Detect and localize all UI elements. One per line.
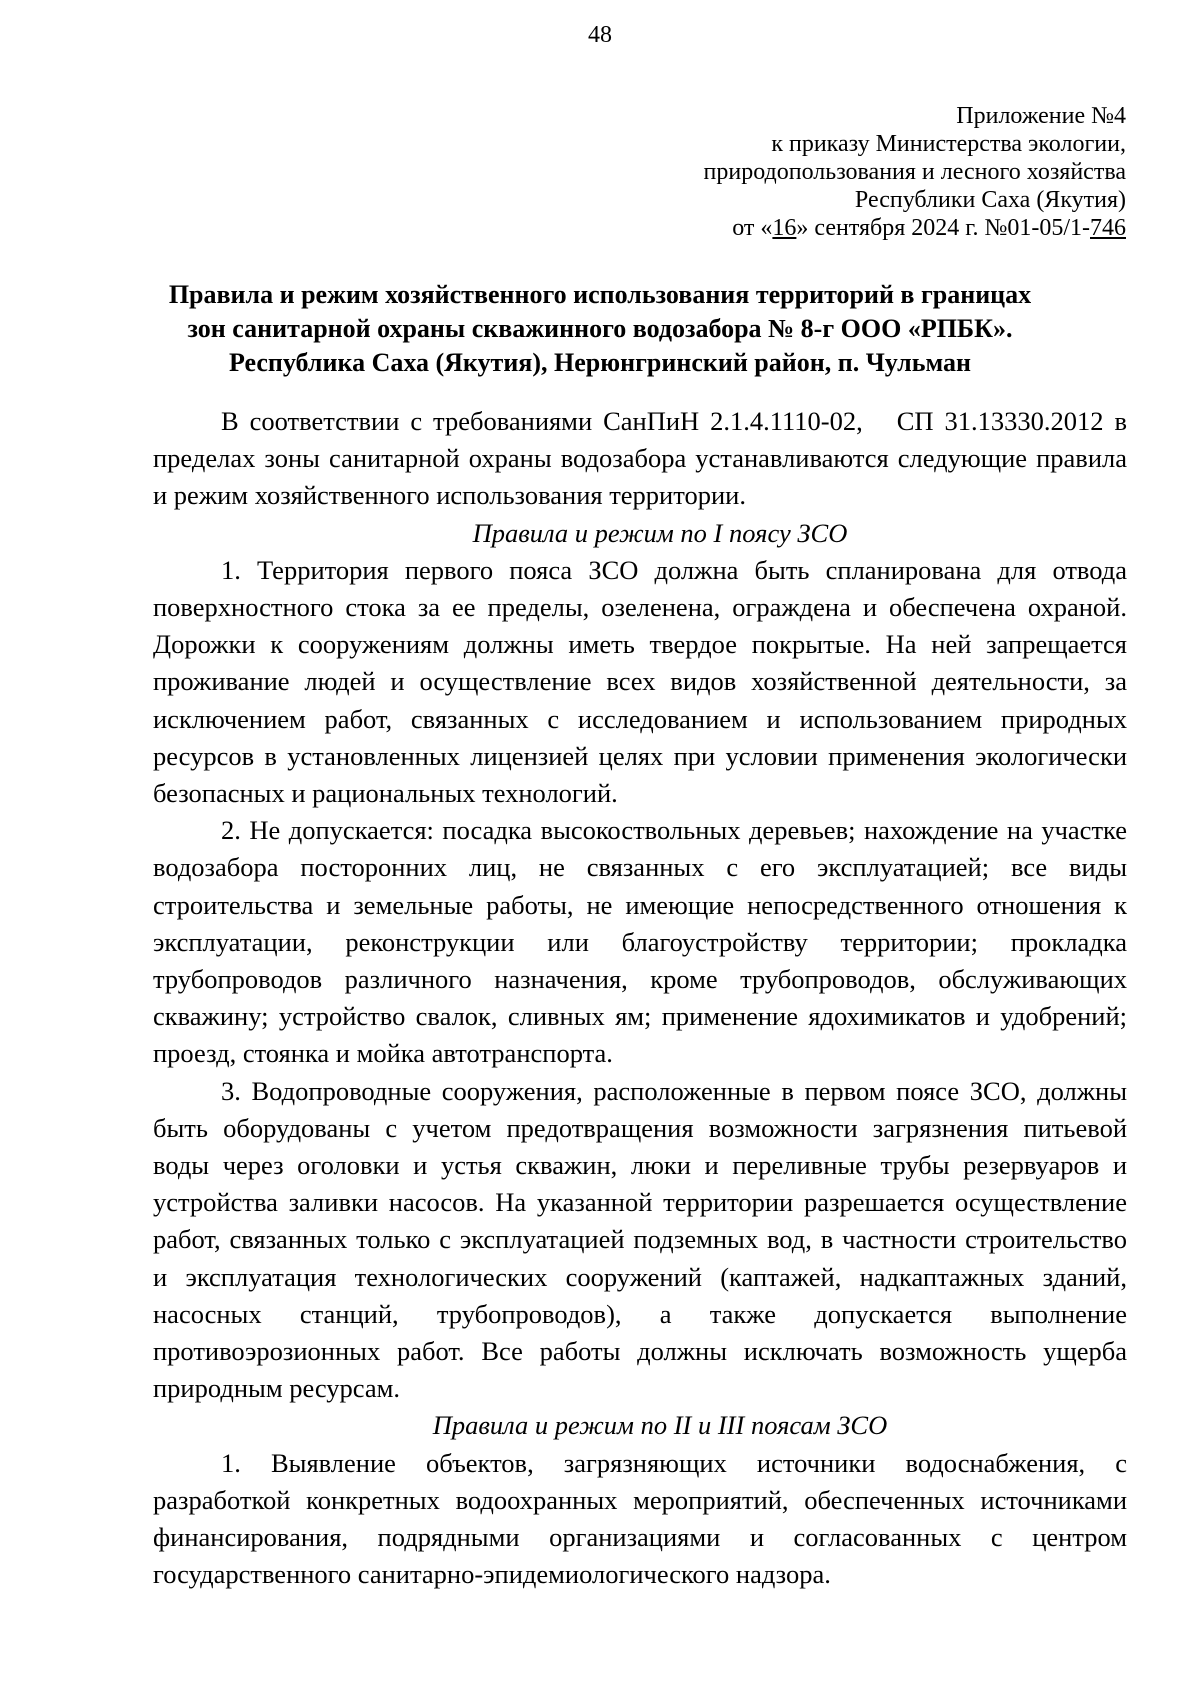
title-line: зон санитарной охраны скважинного водозабора № 8-г ООО «РПБК». (187, 314, 1013, 343)
document-body (153, 403, 1127, 1594)
section-2-item: 1. Выявление объектов, загрязняющих источники водоснабжения, с разработкой конкретных водоохранных мероприятий, обеспеченных источниками финансирования, подрядными организациями и согласованных с центром государственного санитарно-эпидемиологического надзора. (153, 1447, 1127, 1590)
intro-part-1: В соответствии с требованиями СанПиН 2.1.4.1110-02, (221, 406, 863, 436)
section-heading-zone-1: Правила и режим по I поясу ЗСО (472, 517, 848, 548)
annex-line: Приложение №4 (956, 103, 1126, 129)
section-1-item: 2. Не допускается: посадка высокоствольных деревьев; нахождение на участке водозабора посторонних лиц, не связанных с его эксплуатацией; все виды строительства и земельные работы, не имеющие непосредственного отношения к эксплуатации, реконструкции или благоустройству территории; прокладка трубопроводов различного назначения, кроме трубопроводов, обслуживающих скважину; устройство свалок, сливных ям; применение ядохимикатов и удобрений; проезд, стоянка и мойка автотранспорта. (153, 815, 1127, 1069)
annex-date-day: 16 (772, 215, 797, 241)
title-line: Республика Саха (Якутия), Нерюнгринский район, п. Чульман (228, 348, 971, 377)
annex-line: природопользования и лесного хозяйства (703, 159, 1126, 185)
intro-part-2: СП 31.13330.2012 в пределах зоны санитарной охраны водозабора устанавливаются следующие правила и режим хозяйственного использования территории. (153, 406, 1127, 511)
title-line: Правила и режим хозяйственного использования территорий в границах (168, 280, 1032, 309)
annex-line: Республики Саха (Якутия) (854, 187, 1126, 213)
annex-date-prefix: от « (732, 215, 773, 241)
document-title (100, 278, 1100, 380)
annex-block (526, 102, 1126, 242)
annex-date-line (526, 214, 1126, 242)
section-heading-zone-2-3: Правила и режим по II и III поясам ЗСО (432, 1410, 888, 1441)
section-1-item: 1. Территория первого пояса ЗСО должна быть спланирована для отвода поверхностного стока за ее пределы, озеленена, ограждена и обеспечена охраной. Дорожки к сооружениям должны иметь твердое покрытые. На ней запрещается проживание людей и осуществление всех видов хозяйственной деятельности, за исключением работ, связанных с исследованием и использованием природных ресурсов в установленных лицензией целях при условии применения экологически безопасных и рациональных технологий. (153, 554, 1127, 809)
annex-line: к приказу Министерства экологии, (771, 131, 1126, 157)
annex-date-middle: » сентября 2024 г. №01-05/1- (796, 215, 1090, 241)
intro-paragraph (153, 403, 1127, 515)
annex-order-number: 746 (1090, 215, 1126, 241)
page-number: 48 (588, 22, 612, 48)
section-1-item: 3. Водопроводные сооружения, расположенные в первом поясе ЗСО, должны быть оборудованы с учетом предотвращения возможности загрязнения питьевой воды через оголовки и устья скважин, люки и переливные трубы резервуаров и устройства заливки насосов. На указанной территории разрешается осуществление работ, связанных только с эксплуатацией подземных вод, в частности строительство и эксплуатация технологических сооружений (каптажей, надкаптажных зданий, насосных станций, трубопроводов), а также допускается выполнение противоэрозионных работ. Все работы должны исключать возможность ущерба природным ресурсам. (153, 1075, 1127, 1404)
